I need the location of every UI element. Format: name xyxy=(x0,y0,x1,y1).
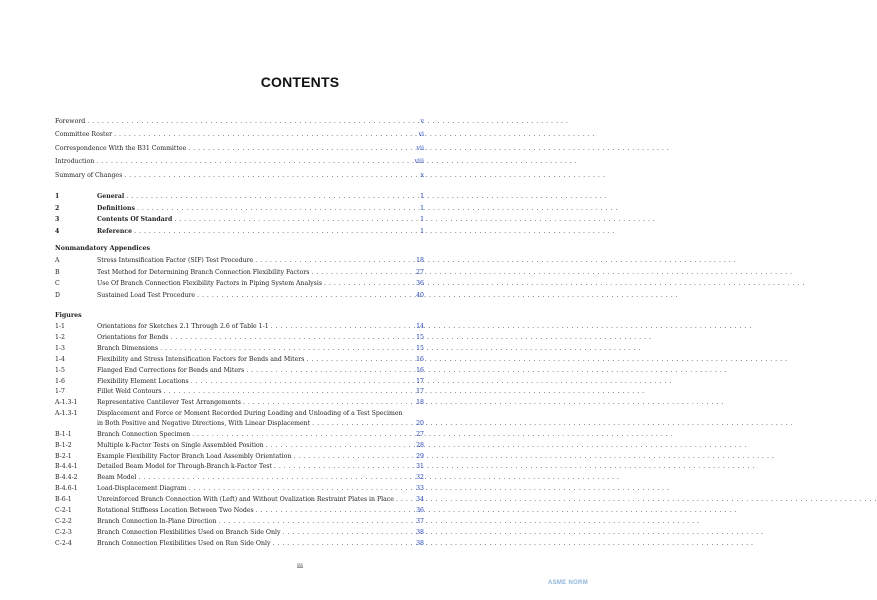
page-number-link[interactable]: 16 xyxy=(416,366,424,374)
page-number-link[interactable]: 18 xyxy=(416,257,424,264)
entry-title: Unreinforced Branch Connection With (Left) and Without Ovalization Restraint Plates in Place xyxy=(97,496,394,504)
entry-number: 1 xyxy=(55,193,60,200)
toc-entry[interactable] xyxy=(55,451,395,462)
toc-entry[interactable] xyxy=(55,203,395,214)
page-number-link[interactable]: 36 xyxy=(416,507,424,514)
page-number-link[interactable]: 17 xyxy=(416,377,424,385)
toc-entry[interactable] xyxy=(55,214,395,225)
entry-number: 1-3 xyxy=(55,344,65,352)
page-number-link[interactable]: v xyxy=(420,118,424,125)
dot-leader xyxy=(87,116,568,127)
page-number-link[interactable]: 38 xyxy=(416,528,424,536)
dot-leader xyxy=(218,516,699,527)
entry-number: D xyxy=(55,291,60,299)
entry-number: 1-6 xyxy=(55,377,65,385)
entry-number: A xyxy=(55,257,60,264)
page-number-link[interactable]: 15 xyxy=(416,344,424,352)
dot-leader xyxy=(197,290,678,301)
entry-title: Flexibility and Stress Intensification Factors for Bends and Miters xyxy=(97,355,305,363)
page-number-link[interactable]: 18 xyxy=(416,399,424,407)
dot-leader xyxy=(282,527,763,538)
page-number-link[interactable]: 37 xyxy=(416,517,424,525)
page-number-link[interactable]: 1 xyxy=(420,227,424,235)
entry-title: Flexibility Element Locations xyxy=(97,377,189,385)
entry-number: 3 xyxy=(55,216,60,223)
toc-entry[interactable] xyxy=(55,354,395,365)
entry-title: Committee Roster xyxy=(55,131,113,139)
entry-title: Test Method for Determining Branch Connection Flexibility Factors xyxy=(97,268,310,276)
page-title: CONTENTS xyxy=(260,74,340,90)
dot-leader xyxy=(256,505,737,516)
toc-entry[interactable] xyxy=(55,365,395,376)
toc-entry[interactable] xyxy=(55,116,395,127)
page-number-link[interactable]: 31 xyxy=(416,463,424,471)
toc-entry[interactable] xyxy=(55,226,395,237)
toc-entry[interactable] xyxy=(55,170,395,181)
toc-entry[interactable] xyxy=(55,143,395,154)
page-number-link[interactable]: 34 xyxy=(416,496,424,504)
entry-title: Orientations for Sketches 2.1 Through 2.6 of Table 1-1 xyxy=(97,323,269,330)
entry-title: Orientations for Bends xyxy=(97,333,169,341)
page-number-link[interactable]: 27 xyxy=(416,268,424,276)
entry-number: A-1.3-1 xyxy=(55,410,78,418)
entry-number: C-2-1 xyxy=(55,507,72,514)
page-number-link[interactable]: 32 xyxy=(416,474,424,482)
toc-entry[interactable] xyxy=(55,376,395,387)
toc-entry[interactable] xyxy=(55,505,395,516)
entry-number: B-6-1 xyxy=(55,496,72,504)
entry-number: 1-5 xyxy=(55,366,65,374)
page-number-link[interactable]: vii xyxy=(416,144,424,152)
entry-number: C-2-2 xyxy=(55,517,72,525)
entry-title-continued: in Both Positive and Negative Directions, With Linear Displacement xyxy=(97,420,311,428)
entry-title: Branch Connection Flexibilities Used on Branch Side Only xyxy=(97,528,281,536)
entry-number: C xyxy=(55,280,60,287)
page-number-link[interactable]: 33 xyxy=(416,485,424,493)
entry-title: Flanged End Corrections for Bends and Miters xyxy=(97,366,245,374)
toc-entry[interactable] xyxy=(55,255,395,266)
dot-leader xyxy=(274,461,755,472)
page-number-link[interactable]: 1 xyxy=(420,193,424,200)
entry-title: Sustained Load Test Procedure xyxy=(97,291,196,299)
entry-number: B xyxy=(55,268,60,276)
dot-leader xyxy=(396,494,877,505)
entry-title: Branch Connection Flexibilities Used on Run Side Only xyxy=(97,539,271,547)
page-number-link[interactable]: viii xyxy=(414,158,424,166)
entry-title: Foreword xyxy=(55,118,86,125)
entry-number: 1-1 xyxy=(55,323,65,330)
page-number-link[interactable]: 20 xyxy=(416,420,424,428)
dot-leader xyxy=(191,376,672,387)
page-number-link[interactable]: 27 xyxy=(416,430,424,438)
page-number-footer: iii xyxy=(297,563,303,570)
dot-leader xyxy=(243,397,724,408)
entry-number: C-2-3 xyxy=(55,528,72,536)
entry-title: Example Flexibility Factor Branch Load Assembly Orientation xyxy=(97,452,292,460)
page-number-link[interactable]: 28 xyxy=(416,441,424,449)
toc-entry[interactable] xyxy=(55,461,395,472)
entry-number: 1-2 xyxy=(55,333,65,341)
dot-leader xyxy=(192,429,673,440)
entry-number: B-4.6-1 xyxy=(55,485,78,493)
toc-entry[interactable] xyxy=(55,386,395,397)
entry-number: 1-4 xyxy=(55,355,65,363)
toc-entry[interactable] xyxy=(55,527,395,538)
dot-leader xyxy=(255,255,736,266)
entry-title: Displacement and Force or Moment Recorded During Loading and Unloading of a Test Specimen xyxy=(97,410,403,418)
toc-entry[interactable] xyxy=(55,156,395,167)
page-number-link[interactable]: 1 xyxy=(420,204,424,212)
entry-number: B-1-1 xyxy=(55,430,72,438)
entry-title: Reference xyxy=(97,227,133,235)
entry-title: Branch Dimensions xyxy=(97,344,159,352)
dot-leader xyxy=(272,538,753,549)
toc-entry[interactable] xyxy=(55,278,395,289)
entry-title: Contents Of Standard xyxy=(97,216,173,223)
entry-number: 4 xyxy=(55,227,60,235)
entry-number: 1-7 xyxy=(55,388,65,396)
toc-entry[interactable] xyxy=(55,483,395,494)
page-number-link[interactable]: vi xyxy=(418,131,424,139)
toc-entry[interactable] xyxy=(55,129,395,140)
entry-number: B-2-1 xyxy=(55,452,72,460)
toc-entry[interactable] xyxy=(55,290,395,301)
entry-number: C-2-4 xyxy=(55,539,72,547)
page-number-link[interactable]: 36 xyxy=(416,280,424,287)
dot-leader xyxy=(271,321,752,332)
entry-number: B-1-2 xyxy=(55,441,72,449)
page-number-link[interactable]: 15 xyxy=(416,333,424,341)
toc-entry[interactable] xyxy=(55,191,395,202)
entry-title: General xyxy=(97,193,125,200)
entry-number: B-4.4-2 xyxy=(55,474,78,482)
entry-title: Load-Displacement Diagram xyxy=(97,485,187,493)
page-number-link[interactable]: 40 xyxy=(416,291,424,299)
toc-entry[interactable] xyxy=(55,321,395,332)
dot-leader xyxy=(189,483,670,494)
toc-entry[interactable] xyxy=(55,267,395,278)
page-number-link[interactable]: 17 xyxy=(416,388,424,396)
entry-title: Branch Connection In-Plane Direction xyxy=(97,517,217,525)
toc-entry[interactable] xyxy=(55,440,395,451)
toc-entry[interactable] xyxy=(55,472,395,483)
entry-number: B-4.4-1 xyxy=(55,463,78,471)
page-number-link[interactable]: 29 xyxy=(416,452,424,460)
toc-entry[interactable] xyxy=(55,332,395,343)
page-number-link[interactable]: 16 xyxy=(416,355,424,363)
toc-entry[interactable] xyxy=(55,343,395,354)
entry-title: Detailed Beam Model for Through-Branch k-Factor Test xyxy=(97,463,272,471)
entry-title: Summary of Changes xyxy=(55,171,123,179)
entry-title: Introduction xyxy=(55,158,95,166)
page-number-link[interactable]: 14 xyxy=(416,323,424,330)
watermark-logo: ASME NORM xyxy=(547,580,588,586)
toc-entry[interactable] xyxy=(55,397,395,408)
entry-title: Stress Intensification Factor (SIF) Test Procedure xyxy=(97,257,254,264)
entry-number: A-1.3-1 xyxy=(55,399,78,407)
entry-title: Beam Model xyxy=(97,474,137,482)
entry-title: Use Of Branch Connection Flexibility Factors in Piping System Analysis xyxy=(97,280,322,287)
toc-entry[interactable] xyxy=(55,429,395,440)
entry-number: 2 xyxy=(55,204,60,212)
toc-entry[interactable] xyxy=(55,516,395,527)
entry-title: Multiple k-Factor Tests on Single Assembled Position xyxy=(97,441,264,449)
figures-heading: Figures xyxy=(55,312,82,319)
dot-leader xyxy=(266,440,747,451)
toc-entry[interactable] xyxy=(55,538,395,549)
toc-entry[interactable] xyxy=(55,494,395,505)
page-number-link[interactable]: 38 xyxy=(416,539,424,547)
entry-title: Correspondence With the B31 Committee xyxy=(55,144,187,152)
entry-title: Representative Cantilever Test Arrangements xyxy=(97,399,241,407)
dot-leader xyxy=(96,156,577,167)
dot-leader xyxy=(188,143,669,154)
entry-title: Branch Connection Specimen xyxy=(97,430,191,438)
toc-entry-continuation xyxy=(97,418,395,429)
entry-title: Definitions xyxy=(97,204,135,212)
appendices-heading: Nonmandatory Appendices xyxy=(55,245,151,252)
dot-leader xyxy=(246,365,727,376)
page-number-link[interactable]: 1 xyxy=(420,216,424,223)
entry-title: Fillet Weld Contours xyxy=(97,388,162,396)
dot-leader xyxy=(114,129,595,140)
entry-title: Rotational Stiffness Location Between Two Nodes xyxy=(97,507,254,514)
page-number-link[interactable]: x xyxy=(420,171,424,179)
